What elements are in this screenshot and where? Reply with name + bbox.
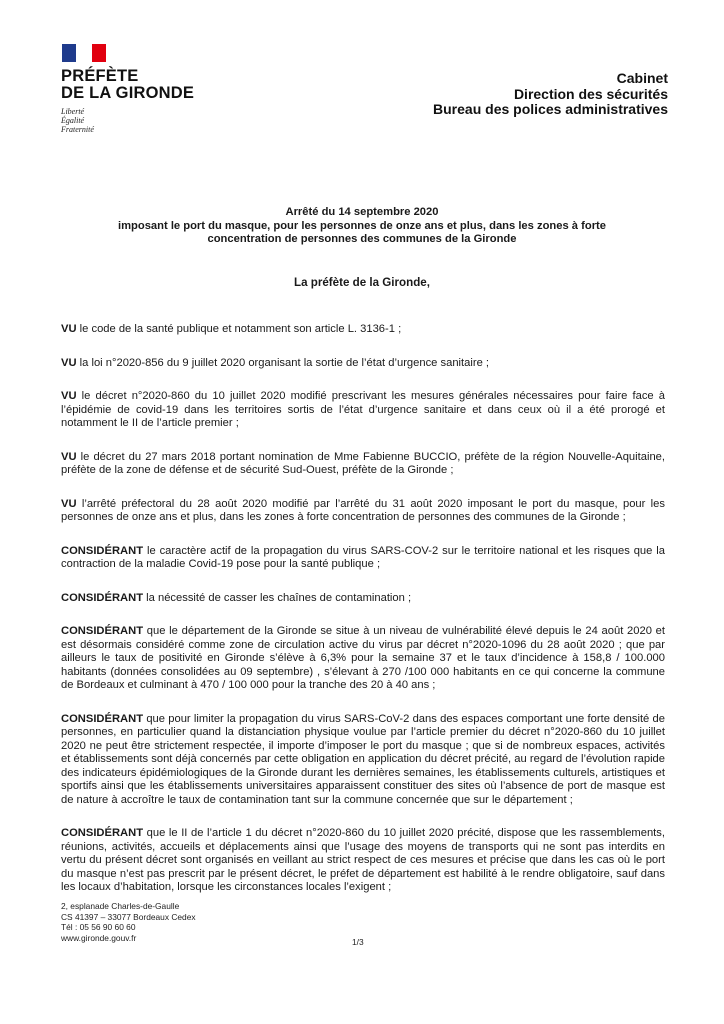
address-phone: Tél : 05 56 90 60 60 (61, 922, 136, 933)
paragraph-keyword: VU (61, 497, 77, 510)
paragraph-1 (61, 323, 665, 337)
paragraph-keyword: CONSIDÉRANT (61, 544, 144, 557)
logo-line-1: PRÉFÈTE (61, 67, 139, 85)
paragraph-10 (61, 827, 665, 895)
paragraph-keyword: VU (61, 323, 77, 335)
paragraph-text: le caractère actif de la propagation du virus SARS-COV-2 sur le territoire national et les risques que la contraction de la maladie Covid-19 pose pour la santé publique ; (61, 544, 665, 570)
prefecture-logo (61, 44, 211, 134)
issuing-authority: La préfète de la Gironde, (294, 276, 430, 289)
paragraph-5 (61, 498, 665, 525)
paragraph-keyword: CONSIDÉRANT (61, 625, 144, 637)
paragraph-text: l’arrêté préfectoral du 28 août 2020 modifié par l’arrêté du 31 août 2020 imposant le port du masque, pour les personnes de onze ans et plus, dans les zones à forte concentration de personnes des communes de la Gironde ; (61, 497, 665, 523)
motto-fraternite: Fraternité (61, 125, 94, 134)
paragraph-7 (61, 592, 665, 606)
document-body (61, 323, 665, 895)
address-line-2: CS 41397 – 33077 Bordeaux Cedex (61, 911, 196, 922)
footer-address (61, 901, 196, 943)
motto-egalite: Égalité (61, 116, 85, 125)
service-line-2: Direction des sécurités (513, 85, 668, 102)
issuing-service (433, 71, 668, 118)
document-title (60, 206, 664, 247)
paragraph-text: le décret n°2020-860 du 10 juillet 2020 modifié prescrivant les mesures générales nécessaires pour faire face à l’épidémie de covid-19 dans les territoires sortis de l’état d’urgence sanitaire et dans ceux où il a été prorogé et notamment le II de l’article premier ; (61, 390, 665, 429)
address-website: www.gironde.gouv.fr (61, 932, 137, 943)
marianne-flag-icon (62, 44, 106, 62)
paragraph-text: le code de la santé publique et notamment son article L. 3136-1 ; (76, 323, 402, 335)
paragraph-keyword: CONSIDÉRANT (61, 827, 144, 839)
service-line-1: Cabinet (616, 70, 668, 86)
address-line-1: 2, esplanade Charles-de-Gaulle (61, 901, 180, 911)
service-line-3: Bureau des polices administratives (433, 101, 668, 117)
page-number: 1/3 (352, 937, 364, 947)
paragraph-6 (61, 545, 665, 572)
title-line-3: concentration de personnes des communes de la Gironde (207, 233, 517, 245)
paragraph-keyword: CONSIDÉRANT (61, 591, 144, 604)
paragraph-9 (61, 713, 665, 808)
title-line-2: imposant le port du masque, pour les personnes de onze ans et plus, dans les zones à forte (117, 219, 606, 232)
paragraph-4 (61, 451, 665, 478)
paragraph-3 (61, 390, 665, 431)
paragraph-2 (61, 357, 665, 371)
paragraph-keyword: VU (61, 450, 77, 463)
paragraph-text: que pour limiter la propagation du virus SARS-CoV-2 dans des espaces comportant une forte densité de personnes, en particulier quand la distanciation physique voulue par l’article premier du décret n°2020-860 du 10 juillet 2020 ne peut être strictement respectée, il importe d’imposer le port du masque ; que si de nombreux espaces, activités et établissements sont déjà concernés par cette obligation en application du décret précité, au regard de l’évolution rapide des indicateurs épidémiologiques de la Gironde durant les dernières semaines, les établissements culturels, artistiques et sportifs ainsi que les établissements universitaires apparaissent constituer des sites où l’absence de port de masque est de nature à accroître le taux de contamination tant sur la commune concernée que sur le département ; (61, 712, 665, 806)
paragraph-text: la loi n°2020-856 du 9 juillet 2020 organisant la sortie de l’état d’urgence sanitaire ; (76, 356, 490, 369)
paragraph-keyword: VU (61, 356, 77, 369)
paragraph-text: que le II de l’article 1 du décret n°2020-860 du 10 juillet 2020 précité, dispose que les rassemblements, réunions, activités, accueils et déplacements ainsi que l’usage des moyens de transports qui ne sont pas interdits en vertu du présent décret sont organisés en veillant au strict respect de ces mesures et précise que dans les cas où le port du masque n’est pas prescrit par le présent décret, le préfet de département est habilité à le rendre obligatoire, sauf dans les locaux d’habitation, lorsque les circonstances locales l’exigent ; (61, 827, 665, 893)
paragraph-text: que le département de la Gironde se situe à un niveau de vulnérabilité élevé depuis le 24 août 2020 et est désormais considéré comme zone de circulation active du virus par décret n°2020-1096 du 28 août 2020 ; que par ailleurs le taux de positivité en Gironde s’élève à 6,3% pour la semaine 37 et le taux d’incidence à 158,8 / 100.000 habitants (données consolidées au 09 septembre) , s’élevant à 270 /100 000 habitants en ce qui concerne la commune de Bordeaux et culminant à 470 / 100 000 pour la tranche des 20 à 40 ans ; (61, 625, 665, 691)
title-line-1: Arrêté du 14 septembre 2020 (285, 206, 439, 218)
paragraph-text: la nécessité de casser les chaînes de contamination ; (143, 591, 412, 604)
paragraph-keyword: VU (61, 390, 77, 402)
logo-line-2: DE LA GIRONDE (61, 84, 195, 102)
republic-motto (61, 107, 211, 134)
paragraph-text: le décret du 27 mars 2018 portant nomination de Mme Fabienne BUCCIO, préfète de la région Nouvelle-Aquitaine, préfète de la zone de défense et de sécurité Sud-Ouest, préfète de la Gironde ; (61, 450, 665, 476)
prefecture-name (61, 68, 211, 102)
paragraph-keyword: CONSIDÉRANT (61, 712, 144, 725)
paragraph-8 (61, 625, 665, 693)
motto-liberte: Liberté (61, 107, 85, 116)
